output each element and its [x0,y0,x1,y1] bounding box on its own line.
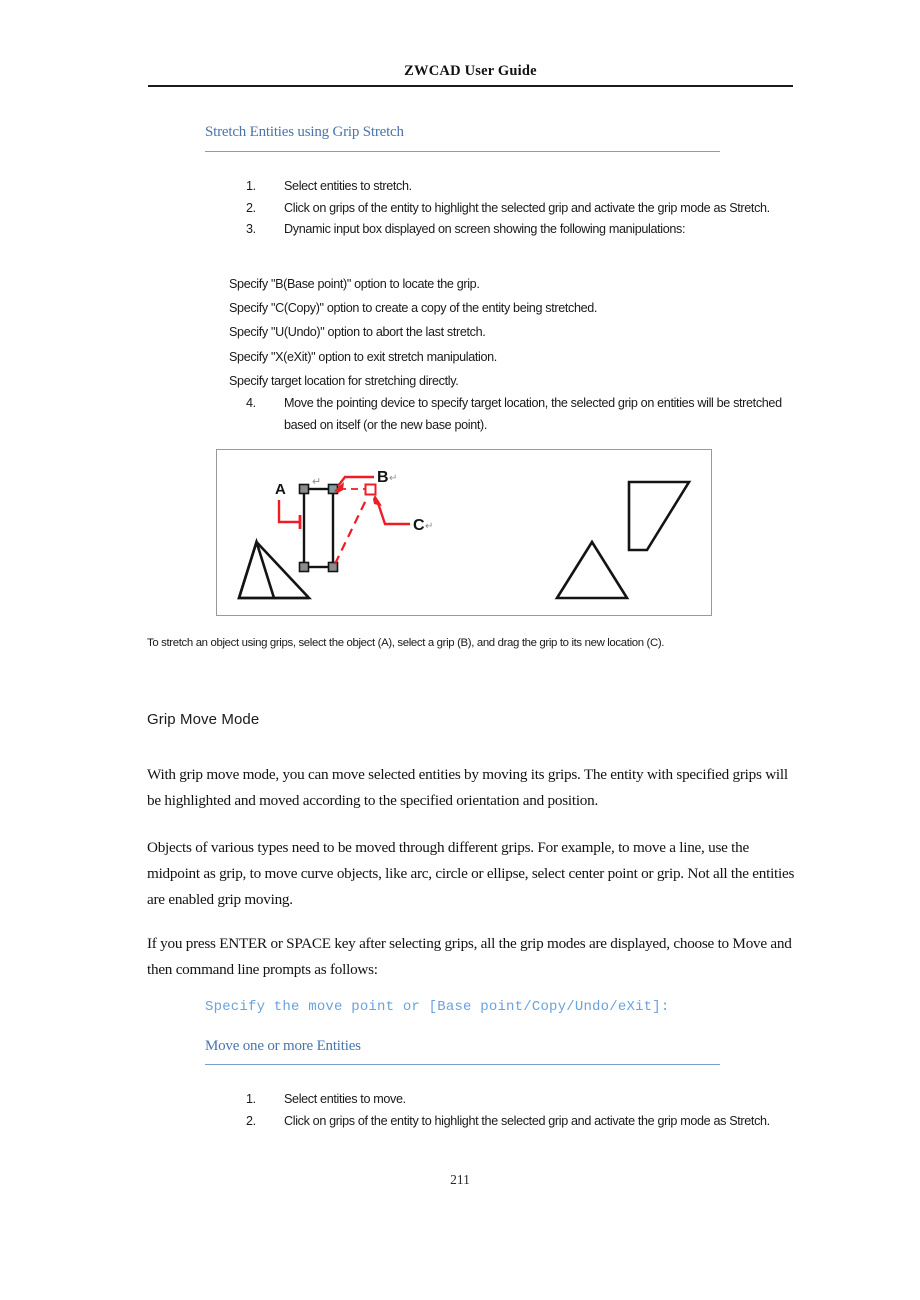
leader-line-a [279,500,300,522]
heading-move-entities: Move one or more Entities [205,1038,361,1054]
command-prompt-line: Specify the move point or [Base point/Copy/Undo/eXit]: [205,999,670,1015]
figure-label-b: B [377,469,389,486]
return-mark-3: ↵ [425,521,434,532]
return-mark-1: ↵ [312,476,322,488]
specify-line-undo: Specify "U(Undo)" option to abort the last stretch. [229,325,486,340]
list-item-label: Click on grips of the entity to highlight the selected grip and activate the grip mode as Stretch. [284,200,770,215]
list-item-label: Click on grips of the entity to highlight the selected grip and activate the grip mode as Stretch. [284,1113,770,1128]
list-item [236,198,796,220]
entity-triangle-right [557,542,627,598]
stretch-steps-list [236,176,796,241]
drag-hint-diagonal [335,498,367,564]
list-item-number: 1. [246,179,256,193]
stretch-specify-options [229,272,597,393]
move-steps-list [236,1089,796,1132]
list-item-number: 3. [246,222,256,236]
specify-line-base-point: Specify "B(Base point)" option to locate the grip. [229,277,480,291]
stretch-steps-list-continued [236,393,798,436]
page-number: 211 [450,1172,470,1187]
figure-label-c: C [413,517,425,534]
list-item-label: Select entities to move. [284,1092,406,1106]
running-header [148,62,793,80]
list-item-number: 1. [246,1092,256,1106]
target-location-square [366,485,376,495]
list-item [236,1089,796,1111]
list-item-number: 2. [246,1113,256,1128]
list-item-number: 2. [246,200,256,215]
arrowhead-c [373,495,382,506]
grip-square-top-right-selected [329,485,338,494]
list-item-label: Move the pointing device to specify target location, the selected grip on entities will be stretched based on itself (or the new base point). [284,396,782,432]
list-item-label: Select entities to stretch. [284,179,412,193]
specify-line-exit: Specify "X(eXit)" option to exit stretch manipulation. [229,349,497,364]
list-item [236,219,796,241]
list-item [236,176,796,198]
figure-grip-stretch [216,449,712,616]
return-mark-2: ↵ [389,473,398,484]
grip-square-top-left [300,485,309,494]
list-item-label: Dynamic input box displayed on screen showing the following manipulations: [284,222,686,236]
paragraph-object-types: Objects of various types need to be moved through different grips. For example, to move a line, use the midpoint as grip, to move curve objects, like arc, circle or ellipse, select center point or grip. Not all the entities are enabled grip moving. [147,839,795,908]
heading-move-underline [205,1064,720,1065]
entity-triangle-left-outline [239,542,309,598]
list-item [236,393,798,436]
specify-line-copy: Specify "C(Copy)" option to create a copy of the entity being stretched. [229,301,598,316]
heading-stretch-underline [205,151,720,152]
figure-drawing [217,450,711,615]
paragraph-enter-space: If you press ENTER or SPACE key after selecting grips, all the grip modes are displayed, choose to Move and then command line prompts as follows: [147,935,792,978]
heading-grip-move-mode: Grip Move Mode [147,711,260,728]
heading-stretch-entities: Stretch Entities using Grip Stretch [205,124,404,140]
entity-triangle-left [239,542,274,598]
figure-caption: To stretch an object using grips, select the object (A), select a grip (B), and drag the grip to its new location (C). [147,637,665,649]
header-divider [148,85,793,87]
header-title: ZWCAD User Guide [404,63,537,79]
paragraph-grip-move-intro: With grip move mode, you can move selected entities by moving its grips. The entity with specified grips will be highlighted and moved according to the specified orientation and position. [147,766,788,809]
entity-stretched-quadrilateral [629,482,689,550]
list-item-number: 4. [246,396,256,410]
specify-line-target: Specify target location for stretching directly. [229,373,459,388]
figure-label-a: A [275,481,286,498]
entity-rectangle [304,489,333,567]
list-item [236,1111,796,1133]
leader-line-c [377,500,410,524]
grip-square-bottom-left [300,563,309,572]
